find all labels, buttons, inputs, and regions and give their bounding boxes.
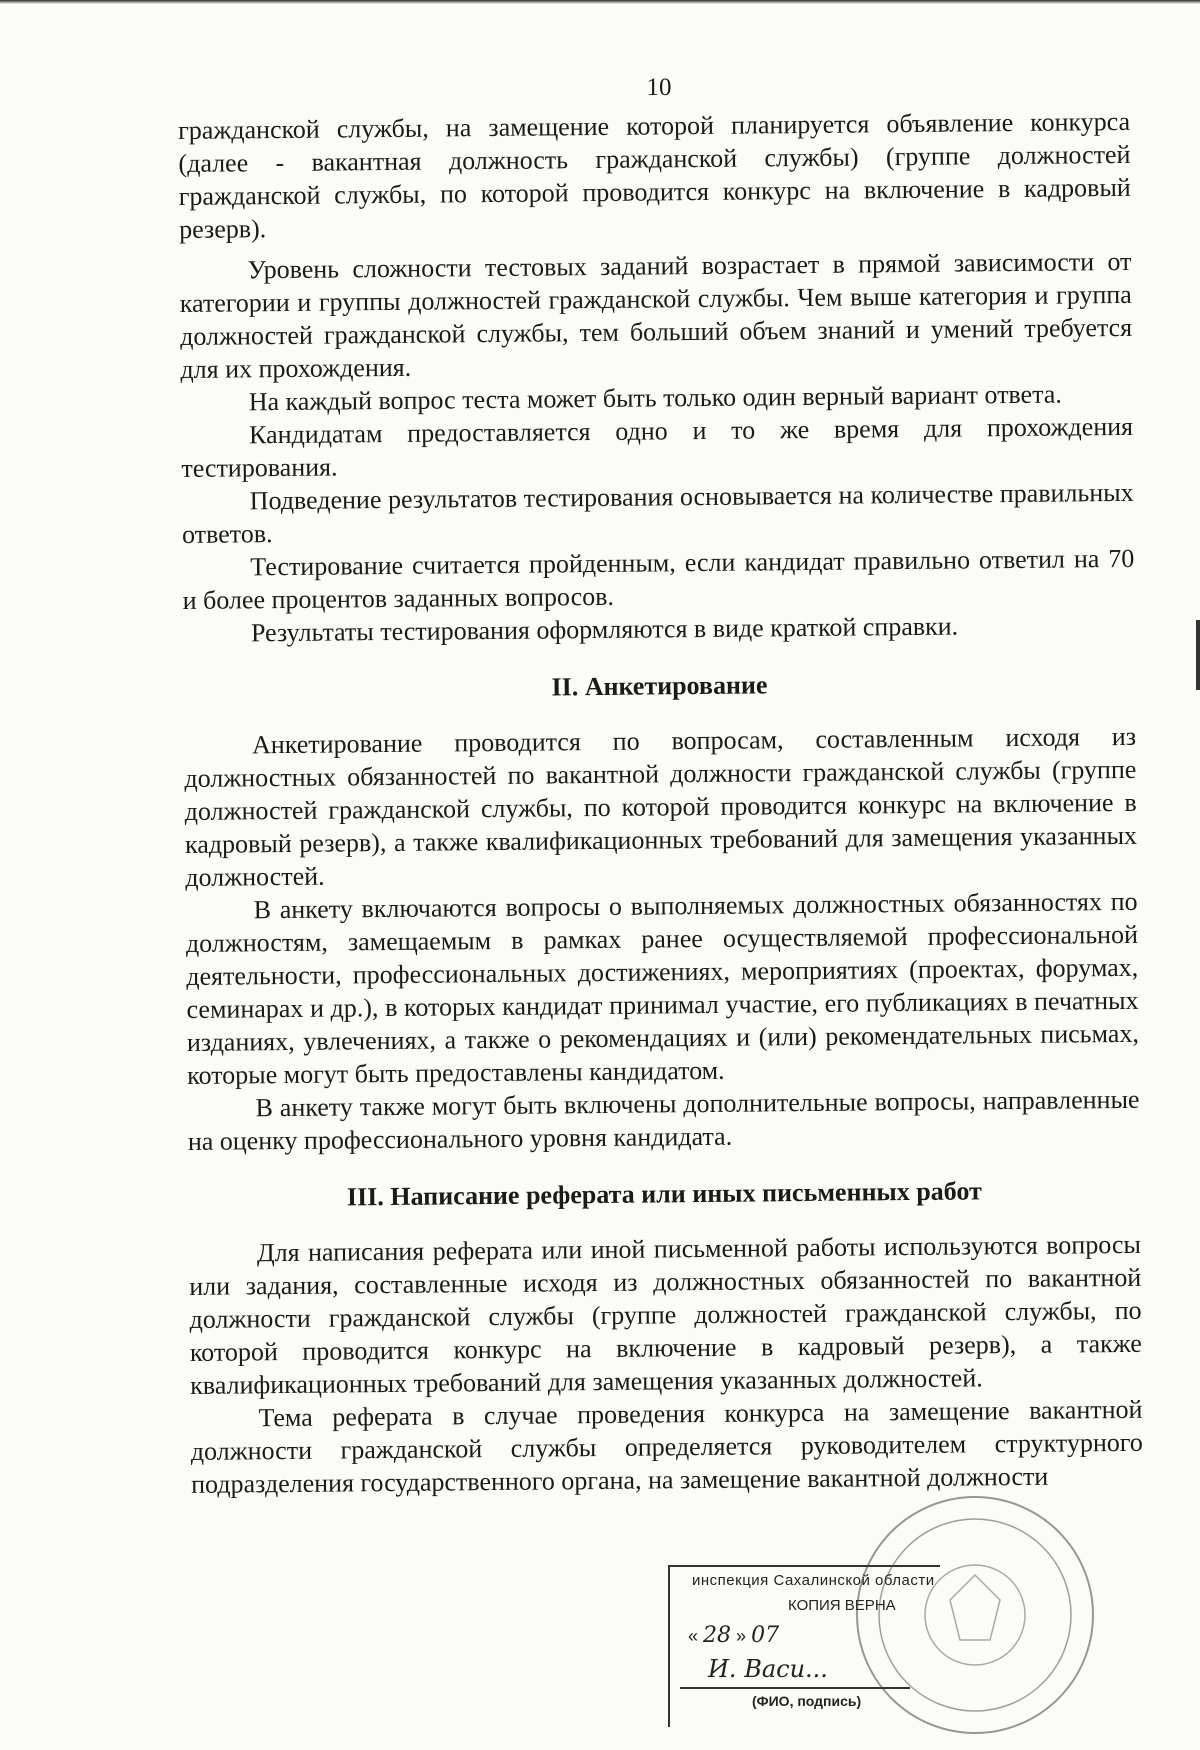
section-heading: II. Анкетирование <box>551 670 768 702</box>
stamp-organization: инспекция Сахалинской области <box>692 1572 935 1589</box>
paragraph: Уровень сложности тестовых заданий возрастает в прямой зависимости от категории и группы должностей гражданской службы. Чем выше категория и группа должностей гражданской службы, тем больший объем знаний и умений требуется для их прохождения. <box>179 246 1133 384</box>
paragraph: Подведение результатов тестирования основывается на количестве правильных ответов. <box>181 477 1134 549</box>
page-number: 10 <box>646 74 672 101</box>
paragraph: Анкетирование проводится по вопросам, составленным исходя из должностных обязанностей по вакантной должности гражданской службы (группе должностей гражданской службы, по которой проводится конкурс на включение в кадровый резерв), а также квалификационных требований для замещения указанных должностей. <box>184 721 1138 892</box>
paragraph: Тестирование считается пройденным, если кандидат правильно ответил на 70 и более процентов заданных вопросов. <box>182 543 1135 615</box>
stamp-signature: И. Васи... <box>708 1655 828 1683</box>
paragraph: Результаты тестирования оформляются в виде краткой справки. <box>250 611 959 648</box>
paragraph: Тема реферата в случае проведения конкурса на замещение вакантной должности гражданской службы определяется руководителем структурного подразделения государственного органа, на замещение вакантной должности <box>190 1394 1143 1499</box>
paragraph: В анкету также могут быть включены дополнительные вопросы, направленные на оценку профессионального уровня кандидата. <box>187 1084 1140 1156</box>
scan-edge <box>0 0 1200 4</box>
paragraph: На каждый вопрос теста может быть только один верный вариант ответа. <box>248 379 1062 417</box>
stamp-caption: (ФИО, подпись) <box>752 1693 862 1709</box>
stamp-copy-true: КОПИЯ ВЕРНА <box>788 1597 896 1614</box>
paragraph: Для написания реферата или иной письменной работы используются вопросы или задания, составленные исходя из должностных обязанностей по вакантной должности гражданской службы (группе должностей гражданской службы, по которой проводится конкурс на включение в кадровый резерв), а также квалификационных требований для замещения указанных должностей. <box>189 1229 1142 1400</box>
stamp-signature-line <box>680 1687 910 1689</box>
certification-stamp <box>668 1565 940 1727</box>
stamp-date-month: 07 <box>751 1623 780 1648</box>
paragraph: гражданской службы, на замещение которой планируется объявление конкурса (далее - вакантная должность гражданской службы) (группе должностей гражданской службы, по которой проводится конкурс на включение в кадровый резерв). <box>178 106 1131 244</box>
document-body <box>178 105 1143 1501</box>
scan-edge-mark <box>1196 620 1200 690</box>
paragraph: В анкету включаются вопросы о выполняемых должностных обязанностях по должностям, замещаемым в рамках ранее осуществляемой профессиональной деятельности, профессиональных достижениях, мероприятиях (проектах, форумах, семинарах и др.), в которых кандидат принимал участие, его публикациях в печатных изданиях, увлечениях, а также о рекомендациях и (или) рекомендательных письмах, которые могут быть предоставлены кандидатом. <box>185 886 1140 1090</box>
stamp-date-day: 28 <box>703 1623 732 1648</box>
section-heading: III. Написание реферата или иных письменных работ <box>346 1176 982 1212</box>
paragraph: Кандидатам предоставляется одно и то же время для прохождения тестирования. <box>181 411 1134 483</box>
stamp-date: « 28 » 07 <box>688 1623 780 1648</box>
